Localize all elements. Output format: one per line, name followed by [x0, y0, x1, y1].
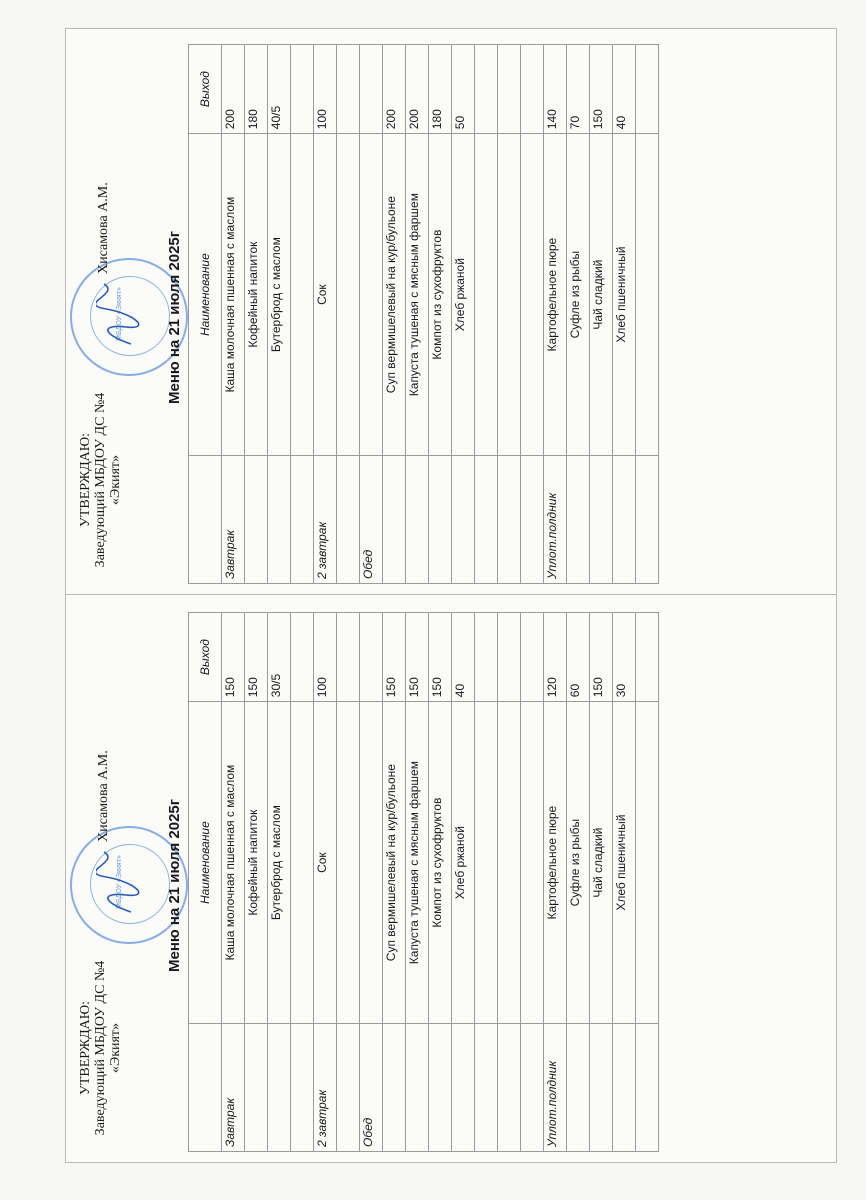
table-row — [613, 613, 636, 1152]
dish-name-cell — [636, 702, 659, 1024]
table-row — [590, 613, 613, 1152]
yield-cell — [498, 45, 521, 134]
approval-position: Заведующий МБДОУ ДС №4 — [93, 960, 108, 1136]
dish-name-cell: Хлеб ржаной — [452, 134, 475, 456]
yield-cell: 30 — [613, 613, 636, 702]
dish-name-cell: Суфле из рыбы — [567, 134, 590, 456]
signer-name: Хисамова А.М. — [96, 750, 111, 842]
stamp-text: МБДОУ «Экият» — [116, 287, 123, 341]
table-row — [268, 45, 291, 584]
yield-cell — [636, 613, 659, 702]
dish-name-cell: Чай сладкий — [590, 702, 613, 1024]
meal-cell — [567, 456, 590, 584]
approval-org: «Экият» — [108, 1022, 123, 1074]
meal-cell — [498, 456, 521, 584]
meal-cell — [567, 1024, 590, 1152]
meal-cell: Обед — [360, 456, 383, 584]
table-row — [613, 45, 636, 584]
meal-cell — [337, 456, 360, 584]
table-header-row — [189, 613, 222, 1152]
yield-cell: 150 — [383, 613, 406, 702]
table-row — [498, 45, 521, 584]
meal-cell: Завтрак — [222, 1024, 245, 1152]
yield-cell: 150 — [222, 613, 245, 702]
menu-title: Меню на 21 июля 2025г — [166, 798, 183, 972]
table-row — [406, 45, 429, 584]
yield-cell: 100 — [314, 45, 337, 134]
table-row — [291, 613, 314, 1152]
table-row — [521, 613, 544, 1152]
meal-cell: 2 завтрак — [314, 456, 337, 584]
signer-name: Хисамова А.М. — [96, 182, 111, 274]
meal-cell — [636, 456, 659, 584]
meal-cell: Уплот.полдник — [544, 1024, 567, 1152]
sheet-fold-line — [66, 594, 836, 595]
menu-table — [188, 612, 659, 1152]
yield-cell — [475, 613, 498, 702]
dish-name-cell: Хлеб ржаной — [452, 702, 475, 1024]
table-row — [636, 613, 659, 1152]
header-name: Наименование — [189, 702, 222, 1024]
dish-name-cell — [521, 134, 544, 456]
yield-cell — [337, 45, 360, 134]
dish-name-cell — [636, 134, 659, 456]
yield-cell — [360, 45, 383, 134]
yield-cell: 150 — [406, 613, 429, 702]
meal-cell — [613, 1024, 636, 1152]
dish-name-cell: Картофельное пюре — [544, 134, 567, 456]
dish-name-cell: Суфле из рыбы — [567, 702, 590, 1024]
dish-name-cell: Капуста тушеная с мясным фаршем — [406, 134, 429, 456]
dish-name-cell — [360, 134, 383, 456]
dish-name-cell — [291, 702, 314, 1024]
approval-label: УТВЕРЖДАЮ: — [78, 1000, 93, 1096]
header-name: Наименование — [189, 134, 222, 456]
meal-cell — [383, 456, 406, 584]
table-row — [590, 45, 613, 584]
meal-cell — [475, 1024, 498, 1152]
menu-title: Меню на 21 июля 2025г — [166, 230, 183, 404]
yield-cell — [360, 613, 383, 702]
meal-cell — [291, 1024, 314, 1152]
meal-cell: 2 завтрак — [314, 1024, 337, 1152]
stamp-text: МБДОУ «Экият» — [116, 855, 123, 909]
meal-cell — [613, 456, 636, 584]
yield-cell: 150 — [590, 613, 613, 702]
dish-name-cell: Каша молочная пшенная с маслом — [222, 702, 245, 1024]
yield-cell — [636, 45, 659, 134]
table-row — [406, 613, 429, 1152]
dish-name-cell — [498, 702, 521, 1024]
yield-cell: 200 — [222, 45, 245, 134]
dish-name-cell — [475, 134, 498, 456]
yield-cell: 40 — [613, 45, 636, 134]
table-row — [452, 613, 475, 1152]
table-header-row — [189, 45, 222, 584]
meal-cell — [636, 1024, 659, 1152]
meal-cell — [429, 456, 452, 584]
yield-cell: 140 — [544, 45, 567, 134]
approval-position: Заведующий МБДОУ ДС №4 — [93, 392, 108, 568]
meal-cell — [337, 1024, 360, 1152]
meal-cell — [498, 1024, 521, 1152]
dish-name-cell: Кофейный напиток — [245, 134, 268, 456]
header-meal — [189, 456, 222, 584]
yield-cell: 40/5 — [268, 45, 291, 134]
dish-name-cell: Чай сладкий — [590, 134, 613, 456]
table-row — [567, 45, 590, 584]
table-row — [636, 45, 659, 584]
header-yield: Выход — [189, 613, 222, 702]
meal-cell — [245, 1024, 268, 1152]
dish-name-cell: Бутерброд с маслом — [268, 134, 291, 456]
table-row — [452, 45, 475, 584]
yield-cell: 70 — [567, 45, 590, 134]
approval-org: «Экият» — [108, 454, 123, 506]
yield-cell — [498, 613, 521, 702]
table-row — [567, 613, 590, 1152]
yield-cell — [475, 45, 498, 134]
yield-cell — [521, 613, 544, 702]
table-row — [498, 613, 521, 1152]
table-row — [429, 613, 452, 1152]
yield-cell: 200 — [406, 45, 429, 134]
menu-table — [188, 44, 659, 584]
meal-cell: Завтрак — [222, 456, 245, 584]
meal-cell — [268, 1024, 291, 1152]
yield-cell: 200 — [383, 45, 406, 134]
meal-cell — [521, 456, 544, 584]
table-row — [383, 613, 406, 1152]
yield-cell: 50 — [452, 45, 475, 134]
yield-cell: 150 — [245, 613, 268, 702]
table-row — [245, 613, 268, 1152]
yield-cell: 40 — [452, 613, 475, 702]
table-row — [521, 45, 544, 584]
dish-name-cell — [475, 702, 498, 1024]
dish-name-cell: Сок — [314, 702, 337, 1024]
meal-cell — [245, 456, 268, 584]
table-row — [314, 45, 337, 584]
meal-cell — [268, 456, 291, 584]
dish-name-cell: Суп вермишелевый на кур/бульоне — [383, 702, 406, 1024]
approval-block — [78, 380, 123, 580]
menu-sheet — [65, 28, 837, 1163]
meal-cell — [452, 456, 475, 584]
dish-name-cell: Хлеб пшеничный — [613, 134, 636, 456]
dish-name-cell: Кофейный напиток — [245, 702, 268, 1024]
dish-name-cell: Бутерброд с маслом — [268, 702, 291, 1024]
yield-cell: 30/5 — [268, 613, 291, 702]
meal-cell — [406, 456, 429, 584]
yield-cell: 60 — [567, 613, 590, 702]
table-row — [337, 45, 360, 584]
meal-cell — [383, 1024, 406, 1152]
table-row — [475, 45, 498, 584]
table-row — [222, 45, 245, 584]
yield-cell — [337, 613, 360, 702]
yield-cell: 150 — [429, 613, 452, 702]
menu-header — [66, 597, 206, 1162]
meal-cell: Обед — [360, 1024, 383, 1152]
dish-name-cell — [360, 702, 383, 1024]
meal-cell — [590, 456, 613, 584]
header-yield: Выход — [189, 45, 222, 134]
table-row — [268, 613, 291, 1152]
table-row — [314, 613, 337, 1152]
dish-name-cell: Компот из сухофруктов — [429, 702, 452, 1024]
table-row — [544, 613, 567, 1152]
table-row — [383, 45, 406, 584]
signature — [96, 279, 141, 349]
table-row — [245, 45, 268, 584]
meal-cell — [452, 1024, 475, 1152]
table-row — [360, 45, 383, 584]
dish-name-cell — [291, 134, 314, 456]
menu-page-left — [66, 597, 836, 1162]
table-row — [222, 613, 245, 1152]
table-row — [429, 45, 452, 584]
meal-cell — [521, 1024, 544, 1152]
table-row — [475, 613, 498, 1152]
table-row — [291, 45, 314, 584]
table-row — [360, 613, 383, 1152]
menu-page-right — [66, 29, 836, 594]
approval-block — [78, 948, 123, 1148]
meal-cell — [291, 456, 314, 584]
table-row — [337, 613, 360, 1152]
table-row — [544, 45, 567, 584]
yield-cell: 100 — [314, 613, 337, 702]
signature — [96, 847, 141, 917]
meal-cell — [475, 456, 498, 584]
dish-name-cell: Картофельное пюре — [544, 702, 567, 1024]
meal-cell — [429, 1024, 452, 1152]
dish-name-cell: Компот из сухофруктов — [429, 134, 452, 456]
dish-name-cell — [337, 134, 360, 456]
meal-cell — [406, 1024, 429, 1152]
dish-name-cell: Капуста тушеная с мясным фаршем — [406, 702, 429, 1024]
header-meal — [189, 1024, 222, 1152]
dish-name-cell: Суп вермишелевый на кур/бульоне — [383, 134, 406, 456]
dish-name-cell: Сок — [314, 134, 337, 456]
yield-cell: 180 — [245, 45, 268, 134]
yield-cell: 120 — [544, 613, 567, 702]
yield-cell: 150 — [590, 45, 613, 134]
dish-name-cell: Хлеб пшеничный — [613, 702, 636, 1024]
menu-header — [66, 29, 206, 594]
dish-name-cell — [521, 702, 544, 1024]
approval-label: УТВЕРЖДАЮ: — [78, 432, 93, 528]
dish-name-cell: Каша молочная пшенная с маслом — [222, 134, 245, 456]
yield-cell — [291, 45, 314, 134]
yield-cell — [521, 45, 544, 134]
yield-cell — [291, 613, 314, 702]
dish-name-cell — [498, 134, 521, 456]
meal-cell: Уплот.полдник — [544, 456, 567, 584]
meal-cell — [590, 1024, 613, 1152]
yield-cell: 180 — [429, 45, 452, 134]
dish-name-cell — [337, 702, 360, 1024]
